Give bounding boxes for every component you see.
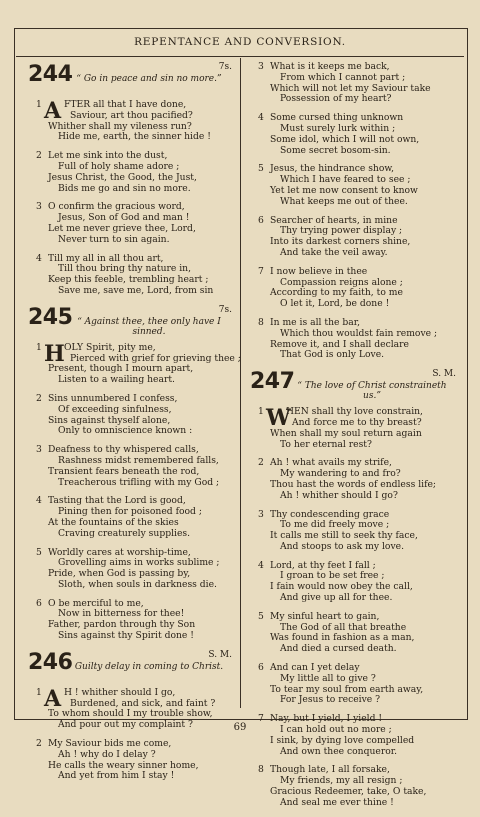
verse-line: Hide me, earth, the sinner hide ! (58, 131, 211, 143)
verse-line: Thy condescending grace (270, 508, 390, 520)
verse (246, 561, 460, 604)
verse (24, 599, 236, 642)
verse-line: Remove it, and I shall declare (270, 338, 409, 350)
verse-line: I now believe in thee (270, 265, 368, 277)
hymn-number: 245 (28, 304, 73, 330)
verse (24, 100, 236, 143)
hymn-meter: S. M. (208, 649, 232, 660)
verse-number: 3 (36, 444, 42, 456)
verse-number: 2 (258, 457, 264, 469)
verse (24, 202, 236, 245)
verse-line: I can hold out no more ; (280, 724, 392, 736)
verse-line: And force me to thy breast? (292, 416, 422, 428)
verse (246, 164, 460, 207)
verse-line: Worldly cares at worship-time, (48, 546, 191, 558)
verse (246, 765, 460, 808)
verse-line: And pour out my complaint ? (58, 719, 193, 731)
verse-line: Craving creaturely supplies. (58, 527, 191, 539)
header-rule (16, 56, 464, 57)
verse-line: He calls the weary sinner home, (48, 759, 199, 771)
verse-line: Rashness midst remembered falls, (58, 454, 219, 466)
verse-line: Full of holy shame adore ; (58, 160, 180, 172)
verse-line: Yet let me now consent to know (270, 184, 418, 196)
hymn-meter: S. M. (432, 369, 456, 380)
verse-line: Treacherous trifling with my God ; (58, 476, 220, 488)
verse (246, 113, 460, 156)
verse-number: 6 (258, 662, 264, 674)
page-header: REPENTANCE AND CONVERSION. (134, 36, 346, 48)
verse-line: Pining then for poisoned food ; (58, 506, 202, 518)
verse-line: In me is all the bar, (270, 316, 361, 328)
hymn-number: 244 (28, 62, 73, 87)
verse-line: Thy trying power display ; (280, 225, 403, 237)
verse-number: 7 (258, 713, 264, 725)
hymn-header (24, 650, 236, 688)
drop-cap: W (266, 405, 291, 432)
verse (24, 548, 236, 591)
verse (24, 340, 241, 386)
verse-line: Thou hast the words of endless life; (270, 478, 437, 490)
hymn-header (246, 369, 460, 407)
verse-line: Bids me go and sin no more. (58, 182, 191, 194)
hymn-header (24, 305, 236, 343)
verse (24, 254, 236, 297)
verse-number: 5 (36, 546, 42, 558)
verse-line: My wandering to and fro? (280, 468, 401, 480)
verse-line: Listen to a wailing heart. (58, 374, 175, 386)
verse-line: When shall my soul return again (270, 427, 422, 439)
verse-line: That God is only Love. (280, 349, 385, 361)
verse-number: 3 (258, 61, 264, 72)
verse-number: 7 (258, 265, 264, 277)
verse-number: 2 (36, 738, 42, 750)
verse-line: Pride, when God is passing by, (48, 568, 191, 580)
verse (24, 151, 236, 194)
verse-number: 2 (36, 392, 42, 404)
verse-line: The God of all that breathe (280, 621, 407, 633)
verse (24, 394, 236, 437)
verse-line: My Saviour bids me come, (48, 738, 172, 750)
verse-number: 1 (36, 99, 42, 110)
verse-number: 1 (36, 341, 42, 353)
verse-line: Sins against thy Spirit done ! (58, 630, 194, 642)
verse-line: Present, though I mourn apart, (48, 363, 194, 375)
verse-line: Let me sink into the dust, (48, 150, 168, 162)
verse-line: Sloth, when souls in darkness die. (58, 578, 217, 590)
verse-line: Till my all in all thou art, (48, 252, 164, 264)
verse-number: 4 (258, 112, 264, 124)
verse-line: Keep this feeble, trembling heart ; (48, 274, 209, 286)
verse-line: Transient fears beneath the rod, (48, 465, 200, 477)
verse-line: Grovelling aims in works sublime ; (58, 557, 220, 569)
verse-line: To whom should I my trouble show, (48, 708, 213, 720)
verse-number: 2 (36, 150, 42, 162)
verse-line: Now in bitterness for thee! (58, 608, 185, 620)
verse-line: Some secret bosom-sin. (280, 144, 391, 156)
verse (246, 267, 460, 310)
column-divider (240, 58, 241, 708)
verse-line: Father, pardon through thy Son (48, 619, 196, 631)
verse-line: Into its darkest corners shine, (270, 236, 411, 248)
hymn-header (24, 62, 236, 100)
verse-line: And died a cursed death. (280, 643, 397, 655)
verse-line: To her eternal rest? (280, 438, 372, 450)
verse-number: 4 (258, 559, 264, 571)
verse-number: 6 (36, 597, 42, 609)
verse-line: From which I cannot part ; (280, 71, 406, 83)
verse-line: And can I yet delay (270, 662, 360, 674)
verse-number: 1 (258, 406, 264, 418)
right-column (246, 62, 460, 817)
verse (24, 445, 236, 488)
verse-line: FTER all that I have done, (64, 99, 187, 110)
verse-number: 8 (258, 764, 264, 776)
verse-line: Ah ! why do I delay ? (58, 748, 156, 760)
verse-line: Save me, save me, Lord, from sin (58, 284, 214, 296)
verse-line: Which I have feared to see ; (280, 174, 411, 186)
verse-line: H ! whither should I go, (64, 686, 176, 698)
verse (246, 458, 460, 501)
verse-line: Gracious Redeemer, take, O take, (270, 786, 427, 798)
verse-line: What is it keeps me back, (270, 61, 390, 72)
verse-line: And take the veil away. (280, 246, 388, 258)
hymn-number: 247 (250, 369, 295, 395)
verse-number: 4 (36, 495, 42, 507)
verse-line: Deafness to thy whispered calls, (48, 444, 199, 456)
verse-line: Some idol, which I will not own, (270, 133, 420, 145)
verse-number: 3 (36, 201, 42, 213)
verse-line: And seal me ever thine ! (280, 796, 394, 808)
verse (246, 62, 460, 105)
verse-line: To me did freely move ; (280, 519, 390, 531)
verse-line: Of exceeding sinfulness, (58, 403, 172, 415)
verse-line: OLY Spirit, pity me, (64, 341, 156, 353)
verse-line: And stoops to ask my love. (280, 540, 405, 552)
verse-line: Never turn to sin again. (58, 233, 170, 245)
verse (246, 663, 460, 706)
verse-line: Saviour, art thou pacified? (70, 109, 193, 121)
verse-line: Whither shall my vileness run? (48, 120, 192, 132)
verse-number: 3 (258, 508, 264, 520)
verse-line: Till thou bring thy nature in, (58, 263, 192, 275)
verse-number: 5 (258, 163, 264, 175)
verse-line: Tasting that the Lord is good, (48, 495, 186, 507)
verse-line: Sins against thyself alone, (48, 414, 171, 426)
verse-line: Jesus, Son of God and man ! (58, 212, 190, 224)
verse-line: Let me never grieve thee, Lord, (48, 222, 196, 234)
page-number: 69 (233, 722, 247, 733)
hymn-title: Guilty delay in coming to Christ. (74, 661, 224, 672)
verse (246, 407, 460, 450)
verse-line: Lord, at thy feet I fall ; (270, 559, 376, 571)
verse-line: My sinful heart to gain, (270, 610, 380, 622)
verse (24, 739, 236, 782)
drop-cap: A (44, 685, 62, 712)
verse-line: Compassion reigns alone ; (280, 276, 403, 288)
verse-number: 8 (258, 316, 264, 328)
verse-line: And own thee conqueror. (280, 745, 398, 757)
verse-line: According to my faith, to me (270, 287, 403, 299)
hymn-meter: 7s. (218, 62, 232, 72)
verse-line: And give up all for thee. (280, 592, 393, 604)
verse-line: Though late, I all forsake, (270, 764, 390, 776)
verse-line: At the fountains of the skies (48, 516, 179, 528)
verse-line: Ah ! whither should I go? (280, 489, 398, 501)
verse-line: Some cursed thing unknown (270, 112, 404, 124)
verse-line: Burdened, and sick, and faint ? (70, 697, 216, 709)
hymn-title: “ Against thee, thee only have I sinned. (77, 316, 221, 337)
verse-line: HEN shall thy love constrain, (286, 406, 423, 418)
verse-line: My little all to give ? (280, 672, 376, 684)
drop-cap: A (44, 98, 62, 124)
verse-line: O be merciful to me, (48, 597, 144, 609)
verse-line: Sins unnumbered I confess, (48, 392, 178, 404)
verse-line: My friends, my all resign ; (280, 775, 403, 787)
verse-line: It calls me still to seek thy face, (270, 530, 418, 542)
verse-line: I sink, by dying love compelled (270, 734, 415, 746)
verse-line: O confirm the gracious word, (48, 201, 185, 213)
verse-line: Pierced with grief for grieving thee ; (70, 352, 241, 364)
verse (246, 216, 460, 259)
verse-number: 1 (36, 686, 42, 698)
hymn-title: “ The love of Christ constraineth us.” (297, 381, 447, 402)
verse-line: What keeps me out of thee. (280, 195, 408, 207)
verse-line: O let it, Lord, be done ! (280, 298, 390, 310)
hymn-meter: 7s. (218, 304, 232, 315)
verse-line: Only to omniscience known : (58, 425, 193, 437)
verse (246, 612, 460, 655)
verse-line: Which thou wouldst fain remove ; (280, 327, 438, 339)
verse-line: I fain would now obey the call, (270, 581, 413, 593)
verse-line: Which will not let my Saviour take (270, 82, 431, 94)
verse (246, 318, 460, 361)
verse-number: 5 (258, 610, 264, 622)
verse-number: 4 (36, 252, 42, 264)
verse-line: Jesus Christ, the Good, the Just, (48, 171, 197, 183)
verse-line: I groan to be set free ; (280, 570, 385, 582)
verse-number: 6 (258, 214, 264, 226)
verse-line: For Jesus to receive ? (280, 694, 381, 706)
drop-cap: H (44, 340, 65, 367)
verse-line: Nay, but I yield, I yield ! (270, 713, 383, 725)
verse-line: Possession of my heart? (280, 93, 392, 105)
verse (24, 496, 236, 539)
verse-line: Was found in fashion as a man, (270, 632, 415, 644)
verse (246, 510, 460, 553)
verse-line: To tear my soul from earth away, (270, 683, 424, 695)
verse-line: Jesus, the hindrance show, (270, 163, 395, 175)
verse-line: And yet from him I stay ! (58, 770, 175, 782)
hymn-title: “ Go in peace and sin no more.” (76, 74, 222, 84)
verse-line: Ah ! what avails my strife, (270, 457, 392, 469)
verse-line: Searcher of hearts, in mine (270, 214, 398, 226)
verse-line: Must surely lurk within ; (280, 122, 396, 134)
hymn-number: 246 (28, 649, 73, 675)
